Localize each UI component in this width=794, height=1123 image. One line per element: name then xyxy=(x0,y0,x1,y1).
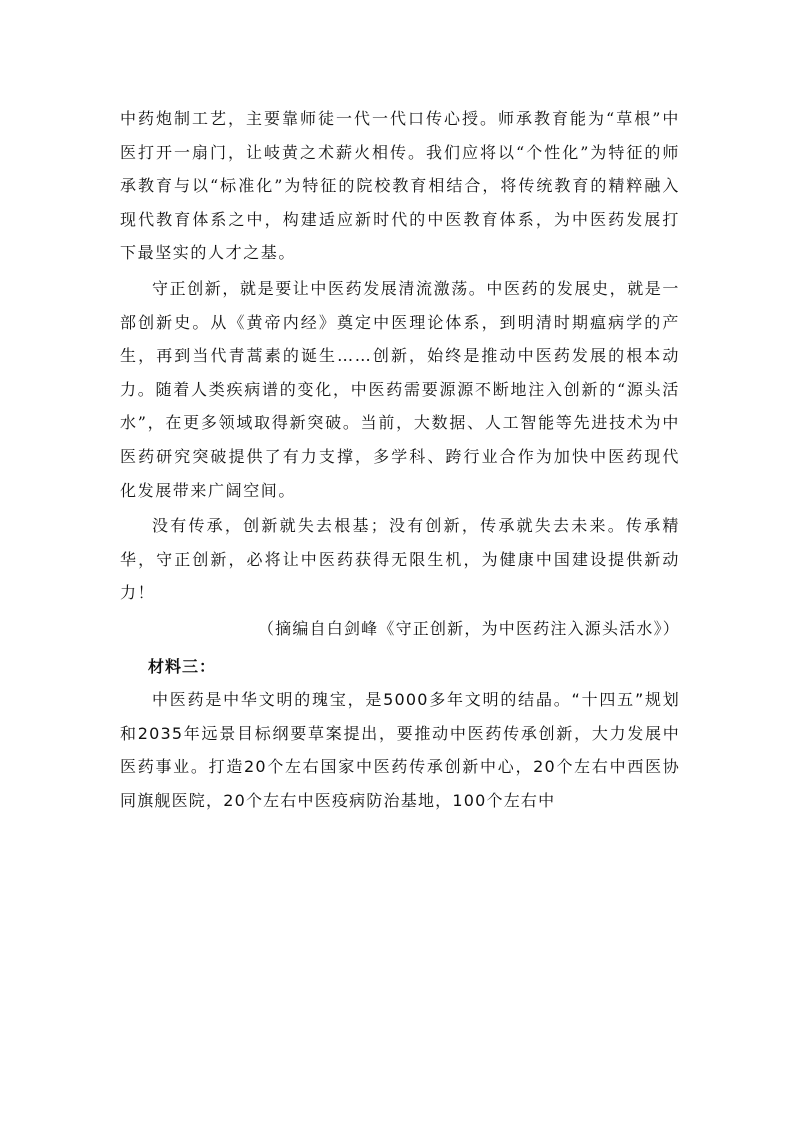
paragraph-material-three: 中医药是中华文明的瑰宝，是5000多年文明的结晶。“十四五”规划和2035年远景目标纲要草案提出，要推动中医药传承创新，大力发展中医药事业。打造20个左右国家中医药传承创新中心，20个左右中西医协同旗舰医院，20个左右中医疫病防治基地，100个左右中 xyxy=(120,690,680,810)
paragraph-apprenticeship: 中药炮制工艺，主要靠师徒一代一代口传心授。师承教育能为“草根”中医打开一扇门，让岐黄之术薪火相传。我们应将以“个性化”为特征的师承教育与以“标准化”为特征的院校教育相结合，将传统教育的精粹融入现代教育体系之中，构建适应新时代的中医教育体系，为中医药发展打下最坚实的人才之基。 xyxy=(120,109,680,263)
paragraph-innovation: 守正创新，就是要让中医药发展清流激荡。中医药的发展史，就是一部创新史。从《黄帝内经》奠定中医理论体系，到明清时期瘟病学的产生，再到当代青蒿素的诞生……创新，始终是推动中医药发展的根本动力。随着人类疾病谱的变化，中医药需要源源不断地注入创新的“源头活水”，在更多领域取得新突破。当前，大数据、人工智能等先进技术为中医药研究突破提供了有力支撑，多学科、跨行业合作为加快中医药现代化发展带来广阔空间。 xyxy=(120,278,681,500)
paragraph-conclusion: 没有传承，创新就失去根基；没有创新，传承就失去未来。传承精华，守正创新，必将让中医药获得无限生机，为健康中国建设提供新动力！ xyxy=(120,516,680,603)
source-citation: （摘编自白剑峰《守正创新，为中医药注入源头活水》） xyxy=(257,618,680,638)
section-heading-material-three: 材料三： xyxy=(148,656,217,676)
document-body xyxy=(120,102,680,817)
